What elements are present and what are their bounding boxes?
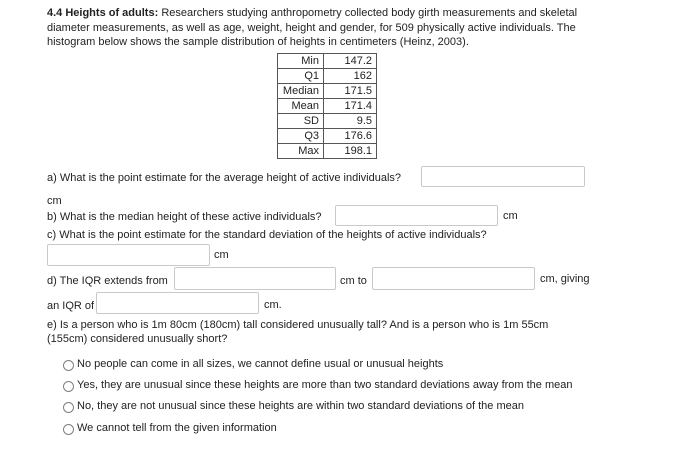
stats-row-mean bbox=[278, 99, 377, 114]
stats-row-max bbox=[278, 144, 377, 159]
stats-row-median bbox=[278, 84, 377, 99]
stats-value: 147.2 bbox=[324, 54, 377, 69]
iqr-to-input[interactable] bbox=[372, 267, 535, 290]
iqr-from-input[interactable] bbox=[174, 267, 336, 290]
problem-heading: 4.4 Heights of adults: bbox=[47, 7, 159, 19]
question-d-text: d) The IQR extends from bbox=[47, 275, 168, 287]
problem-text: Researchers studying anthropometry collected body girth measurements and skeletal diameter measurements, as well as age, weight, height and gender, for 509 physically active individuals. The histogram below shows the sample distribution of heights in centimeters (Heinz, 2003). bbox=[47, 7, 578, 48]
question-b-unit: cm bbox=[503, 210, 518, 222]
stats-label: Median bbox=[278, 84, 324, 99]
question-a-unit: cm bbox=[47, 195, 62, 207]
radio-button[interactable] bbox=[63, 381, 74, 392]
option-label[interactable]: Yes, they are unusual since these heights are more than two standard deviations away from the mean bbox=[77, 379, 573, 391]
summary-stats-table bbox=[277, 53, 377, 159]
stats-label: Min bbox=[278, 54, 324, 69]
question-c-unit: cm bbox=[214, 249, 229, 261]
sd-height-input[interactable] bbox=[47, 244, 210, 266]
question-e-line1: e) Is a person who is 1m 80cm (180cm) tall considered unusually tall? And is a person who is 1m 55cm bbox=[47, 319, 549, 331]
stats-value: 198.1 bbox=[324, 144, 377, 159]
stats-row-q3 bbox=[278, 129, 377, 144]
stats-label: Mean bbox=[278, 99, 324, 114]
question-d-line2-suffix: cm. bbox=[264, 299, 282, 311]
question-a-text: a) What is the point estimate for the average height of active individuals? bbox=[47, 172, 402, 184]
question-b-text: b) What is the median height of these active individuals? bbox=[47, 211, 322, 223]
problem-intro bbox=[47, 6, 607, 50]
stats-label: SD bbox=[278, 114, 324, 129]
stats-value: 171.5 bbox=[324, 84, 377, 99]
stats-label: Max bbox=[278, 144, 324, 159]
stats-label: Q3 bbox=[278, 129, 324, 144]
option-label[interactable]: We cannot tell from the given information bbox=[77, 422, 277, 434]
stats-value: 9.5 bbox=[324, 114, 377, 129]
stats-row-q1 bbox=[278, 69, 377, 84]
radio-button[interactable] bbox=[63, 360, 74, 371]
radio-button[interactable] bbox=[63, 424, 74, 435]
stats-row-min bbox=[278, 54, 377, 69]
median-height-input[interactable] bbox=[335, 205, 498, 226]
question-c-text: c) What is the point estimate for the standard deviation of the heights of active individuals? bbox=[47, 229, 487, 241]
question-d-suffix: cm, giving bbox=[540, 273, 590, 285]
option-label[interactable]: No, they are not unusual since these heights are within two standard deviations of the mean bbox=[77, 400, 524, 412]
stats-row-sd bbox=[278, 114, 377, 129]
stats-value: 171.4 bbox=[324, 99, 377, 114]
question-e-line2: (155cm) considered unusually short? bbox=[47, 333, 228, 345]
iqr-value-input[interactable] bbox=[96, 292, 259, 314]
radio-button[interactable] bbox=[63, 402, 74, 413]
option-label[interactable]: No people can come in all sizes, we cannot define usual or unusual heights bbox=[77, 358, 444, 370]
question-d-line2-prefix: an IQR of bbox=[47, 300, 95, 312]
stats-value: 162 bbox=[324, 69, 377, 84]
stats-value: 176.6 bbox=[324, 129, 377, 144]
question-d-middle: cm to bbox=[340, 275, 367, 287]
mean-height-input[interactable] bbox=[421, 166, 585, 187]
stats-label: Q1 bbox=[278, 69, 324, 84]
